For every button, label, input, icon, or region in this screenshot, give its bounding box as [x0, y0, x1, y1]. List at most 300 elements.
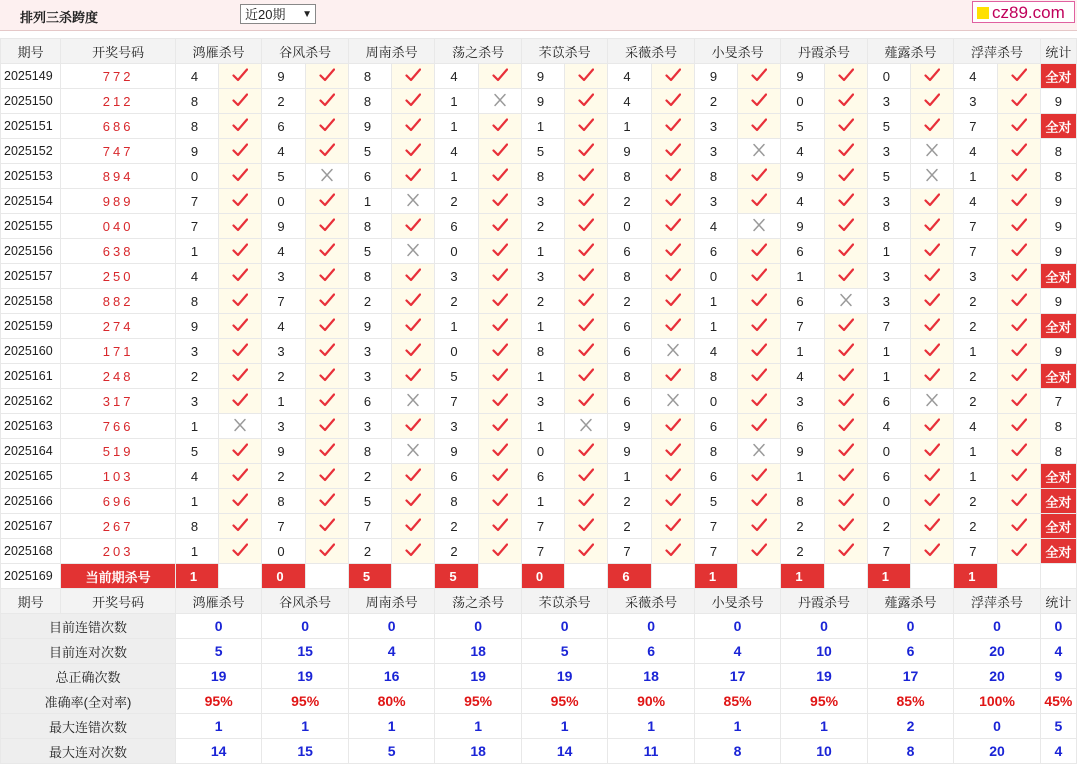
kill-number-cell: 7	[521, 514, 564, 539]
summary-value: 0	[781, 614, 867, 639]
issue-cell: 2025153	[1, 164, 61, 189]
draw-code-cell: 317	[61, 389, 176, 414]
check-icon	[751, 470, 767, 485]
kill-table	[0, 38, 1077, 764]
result-cell	[392, 89, 435, 114]
kill-number-cell: 6	[694, 239, 737, 264]
check-icon	[578, 120, 594, 135]
result-cell	[738, 114, 781, 139]
col2-killer-header: 浮萍杀号	[954, 589, 1040, 614]
cross-icon	[405, 195, 421, 210]
kill-number-cell: 4	[608, 89, 651, 114]
result-cell	[824, 164, 867, 189]
kill-number-cell: 8	[175, 89, 218, 114]
check-icon	[578, 270, 594, 285]
stat-cell: 9	[1040, 89, 1076, 114]
check-icon	[1011, 120, 1027, 135]
stat-cell: 8	[1040, 414, 1076, 439]
summary-value: 8	[694, 739, 780, 764]
kill-number-cell: 9	[521, 64, 564, 89]
kill-number-cell: 2	[348, 539, 391, 564]
summary-value: 90%	[608, 689, 694, 714]
check-icon	[1011, 295, 1027, 310]
stat-cell: 全对	[1040, 64, 1076, 89]
check-icon	[751, 370, 767, 385]
cross-icon	[232, 420, 248, 435]
result-cell	[565, 339, 608, 364]
kill-number-cell: 7	[694, 514, 737, 539]
draw-code-cell: 894	[61, 164, 176, 189]
result-cell	[565, 364, 608, 389]
kill-number-cell: 4	[435, 139, 478, 164]
issue-cell: 2025166	[1, 489, 61, 514]
kill-number-cell: 4	[608, 64, 651, 89]
result-cell	[478, 489, 521, 514]
check-icon	[665, 245, 681, 260]
kill-number-cell: 6	[781, 414, 824, 439]
summary-value: 4	[348, 639, 434, 664]
kill-number-cell: 3	[175, 389, 218, 414]
kill-number-cell: 1	[954, 339, 997, 364]
kill-number-cell: 1	[262, 389, 305, 414]
summary-value: 19	[435, 664, 521, 689]
result-cell	[392, 239, 435, 264]
result-cell	[305, 264, 348, 289]
kill-number-cell: 2	[954, 314, 997, 339]
kill-number-cell: 7	[954, 539, 997, 564]
check-icon	[1011, 520, 1027, 535]
kill-number-cell: 9	[608, 139, 651, 164]
result-cell	[392, 289, 435, 314]
check-icon	[492, 520, 508, 535]
current-empty-cell	[392, 564, 435, 589]
check-icon	[924, 445, 940, 460]
result-cell	[565, 164, 608, 189]
result-cell	[305, 439, 348, 464]
issue-cell: 2025161	[1, 364, 61, 389]
kill-number-cell: 8	[175, 114, 218, 139]
result-cell	[478, 439, 521, 464]
kill-number-cell: 2	[521, 214, 564, 239]
check-icon	[492, 120, 508, 135]
result-cell	[911, 539, 954, 564]
check-icon	[319, 245, 335, 260]
draw-code-cell: 772	[61, 64, 176, 89]
kill-number-cell: 2	[262, 364, 305, 389]
kill-number-cell: 4	[694, 214, 737, 239]
check-icon	[1011, 195, 1027, 210]
check-icon	[232, 145, 248, 160]
check-icon	[405, 545, 421, 560]
summary-value: 15	[262, 639, 348, 664]
kill-number-cell: 6	[435, 214, 478, 239]
summary-value: 1	[781, 714, 867, 739]
summary-value: 5	[175, 639, 261, 664]
table-row	[1, 314, 1077, 339]
result-cell	[565, 389, 608, 414]
kill-number-cell: 9	[608, 439, 651, 464]
summary-value: 16	[348, 664, 434, 689]
col2-killer-header: 鸿雁杀号	[175, 589, 261, 614]
current-empty-cell	[997, 564, 1040, 589]
result-cell	[305, 114, 348, 139]
kill-number-cell: 9	[348, 314, 391, 339]
result-cell	[305, 464, 348, 489]
result-cell	[651, 164, 694, 189]
check-icon	[924, 195, 940, 210]
check-icon	[578, 520, 594, 535]
cross-icon	[751, 445, 767, 460]
summary-value: 0	[175, 614, 261, 639]
draw-code-cell: 882	[61, 289, 176, 314]
check-icon	[1011, 445, 1027, 460]
result-cell	[911, 389, 954, 414]
check-icon	[751, 195, 767, 210]
result-cell	[651, 389, 694, 414]
check-icon	[665, 120, 681, 135]
summary-value: 85%	[867, 689, 953, 714]
result-cell	[565, 414, 608, 439]
check-icon	[1011, 370, 1027, 385]
kill-number-cell: 7	[175, 214, 218, 239]
summary-value: 0	[694, 614, 780, 639]
table-row	[1, 114, 1077, 139]
draw-code-cell: 747	[61, 139, 176, 164]
col2-killer-header: 薤露杀号	[867, 589, 953, 614]
kill-number-cell: 1	[954, 439, 997, 464]
kill-number-cell: 2	[781, 539, 824, 564]
check-icon	[492, 345, 508, 360]
check-icon	[405, 370, 421, 385]
result-cell	[478, 364, 521, 389]
kill-number-cell: 0	[694, 389, 737, 414]
result-cell	[651, 339, 694, 364]
check-icon	[405, 120, 421, 135]
result-cell	[478, 89, 521, 114]
table-header	[1, 39, 1077, 64]
kill-number-cell: 7	[435, 389, 478, 414]
kill-number-cell: 3	[781, 389, 824, 414]
site-logo[interactable]	[972, 1, 1075, 23]
summary-value: 0	[348, 614, 434, 639]
kill-number-cell: 7	[867, 539, 910, 564]
current-empty-cell	[824, 564, 867, 589]
issue-cell: 2025167	[1, 514, 61, 539]
col2-killer-header: 采薇杀号	[608, 589, 694, 614]
summary-value: 14	[175, 739, 261, 764]
kill-number-cell: 4	[781, 189, 824, 214]
summary-value: 0	[521, 614, 607, 639]
check-icon	[1011, 245, 1027, 260]
result-cell	[478, 264, 521, 289]
draw-code-cell: 766	[61, 414, 176, 439]
result-cell	[219, 264, 262, 289]
check-icon	[665, 195, 681, 210]
result-cell	[219, 339, 262, 364]
check-icon	[924, 420, 940, 435]
result-cell	[738, 514, 781, 539]
kill-number-cell: 6	[608, 314, 651, 339]
kill-number-cell: 3	[175, 339, 218, 364]
summary-value: 5	[348, 739, 434, 764]
check-icon	[319, 520, 335, 535]
summary-value: 1	[348, 714, 434, 739]
kill-number-cell: 9	[175, 139, 218, 164]
kill-number-cell: 5	[694, 489, 737, 514]
result-cell	[392, 164, 435, 189]
kill-number-cell: 2	[954, 389, 997, 414]
stat-cell: 全对	[1040, 514, 1076, 539]
result-cell	[738, 239, 781, 264]
kill-number-cell: 0	[521, 439, 564, 464]
col-killer-header: 谷风杀号	[262, 39, 348, 64]
check-icon	[492, 245, 508, 260]
check-icon	[924, 320, 940, 335]
result-cell	[478, 514, 521, 539]
current-empty-cell	[305, 564, 348, 589]
check-icon	[665, 295, 681, 310]
kill-number-cell: 3	[521, 389, 564, 414]
result-cell	[911, 514, 954, 539]
result-cell	[997, 439, 1040, 464]
check-icon	[492, 370, 508, 385]
kill-number-cell: 9	[781, 64, 824, 89]
current-kill-number: 1	[175, 564, 218, 589]
kill-number-cell: 3	[348, 364, 391, 389]
result-cell	[911, 189, 954, 214]
result-cell	[911, 464, 954, 489]
result-cell	[997, 164, 1040, 189]
check-icon	[405, 270, 421, 285]
kill-number-cell: 1	[521, 114, 564, 139]
result-cell	[565, 489, 608, 514]
result-cell	[911, 364, 954, 389]
cross-icon	[405, 245, 421, 260]
check-icon	[492, 220, 508, 235]
summary-label: 目前连错次数	[1, 614, 176, 639]
result-cell	[305, 164, 348, 189]
result-cell	[651, 364, 694, 389]
result-cell	[824, 139, 867, 164]
kill-number-cell: 9	[262, 64, 305, 89]
summary-stat: 4	[1040, 739, 1076, 764]
kill-number-cell: 1	[175, 414, 218, 439]
result-cell	[824, 514, 867, 539]
kill-number-cell: 1	[867, 364, 910, 389]
summary-value: 17	[867, 664, 953, 689]
kill-number-cell: 5	[348, 239, 391, 264]
issue-cell: 2025164	[1, 439, 61, 464]
cross-icon	[319, 170, 335, 185]
summary-value: 20	[954, 639, 1040, 664]
result-cell	[392, 539, 435, 564]
kill-number-cell: 9	[521, 89, 564, 114]
kill-number-cell: 2	[348, 464, 391, 489]
page-title: 排列三杀跨度	[20, 10, 99, 25]
summary-label: 最大连错次数	[1, 714, 176, 739]
check-icon	[492, 145, 508, 160]
check-icon	[665, 445, 681, 460]
check-icon	[405, 420, 421, 435]
issue-cell: 2025162	[1, 389, 61, 414]
kill-number-cell: 1	[175, 239, 218, 264]
result-cell	[911, 414, 954, 439]
current-kill-number: 6	[608, 564, 651, 589]
result-cell	[305, 414, 348, 439]
kill-number-cell: 0	[867, 439, 910, 464]
result-cell	[911, 239, 954, 264]
kill-number-cell: 6	[435, 464, 478, 489]
result-cell	[565, 64, 608, 89]
result-cell	[651, 464, 694, 489]
kill-number-cell: 9	[348, 114, 391, 139]
result-cell	[392, 514, 435, 539]
kill-number-cell: 5	[435, 364, 478, 389]
check-icon	[232, 245, 248, 260]
result-cell	[478, 164, 521, 189]
result-cell	[997, 539, 1040, 564]
summary-value: 15	[262, 739, 348, 764]
kill-number-cell: 0	[867, 489, 910, 514]
result-cell	[651, 139, 694, 164]
cross-icon	[665, 395, 681, 410]
result-cell	[478, 539, 521, 564]
result-cell	[392, 464, 435, 489]
summary-value: 95%	[781, 689, 867, 714]
kill-number-cell: 1	[521, 314, 564, 339]
result-cell	[478, 214, 521, 239]
check-icon	[405, 95, 421, 110]
result-cell	[219, 489, 262, 514]
issue-cell: 2025151	[1, 114, 61, 139]
kill-number-cell: 6	[781, 289, 824, 314]
issue-cell: 2025159	[1, 314, 61, 339]
result-cell	[824, 64, 867, 89]
check-icon	[924, 495, 940, 510]
summary-value: 18	[435, 739, 521, 764]
result-cell	[911, 489, 954, 514]
kill-number-cell: 7	[694, 539, 737, 564]
result-cell	[738, 539, 781, 564]
kill-number-cell: 1	[867, 239, 910, 264]
check-icon	[578, 245, 594, 260]
kill-number-cell: 8	[694, 439, 737, 464]
check-icon	[319, 320, 335, 335]
result-cell	[824, 239, 867, 264]
result-cell	[565, 189, 608, 214]
kill-number-cell: 4	[262, 139, 305, 164]
period-select[interactable]	[240, 4, 316, 24]
kill-number-cell: 4	[954, 414, 997, 439]
draw-code-cell: 103	[61, 464, 176, 489]
check-icon	[232, 445, 248, 460]
current-kill-number: 0	[262, 564, 305, 589]
kill-number-cell: 2	[175, 364, 218, 389]
kill-number-cell: 8	[608, 364, 651, 389]
result-cell	[565, 264, 608, 289]
result-cell	[219, 289, 262, 314]
check-icon	[924, 520, 940, 535]
result-cell	[478, 314, 521, 339]
result-cell	[305, 89, 348, 114]
kill-number-cell: 1	[694, 314, 737, 339]
result-cell	[997, 114, 1040, 139]
result-cell	[392, 339, 435, 364]
check-icon	[751, 170, 767, 185]
check-icon	[838, 195, 854, 210]
kill-number-cell: 1	[175, 489, 218, 514]
result-cell	[305, 314, 348, 339]
summary-value: 10	[781, 639, 867, 664]
current-empty-cell	[651, 564, 694, 589]
kill-number-cell: 5	[348, 489, 391, 514]
summary-value: 1	[521, 714, 607, 739]
summary-value: 2	[867, 714, 953, 739]
result-cell	[565, 239, 608, 264]
kill-number-cell: 1	[435, 164, 478, 189]
table-row	[1, 514, 1077, 539]
check-icon	[319, 70, 335, 85]
kill-number-cell: 8	[175, 514, 218, 539]
kill-number-cell: 4	[954, 139, 997, 164]
kill-number-cell: 7	[348, 514, 391, 539]
table-row	[1, 264, 1077, 289]
check-icon	[232, 170, 248, 185]
issue-cell: 2025168	[1, 539, 61, 564]
cross-icon	[924, 395, 940, 410]
col-killer-header: 薤露杀号	[867, 39, 953, 64]
kill-number-cell: 2	[262, 464, 305, 489]
kill-number-cell: 0	[608, 214, 651, 239]
check-icon	[578, 220, 594, 235]
kill-number-cell: 0	[694, 264, 737, 289]
check-icon	[232, 95, 248, 110]
result-cell	[738, 289, 781, 314]
table-row	[1, 139, 1077, 164]
issue-cell: 2025163	[1, 414, 61, 439]
summary-value: 0	[435, 614, 521, 639]
check-icon	[751, 120, 767, 135]
check-icon	[578, 170, 594, 185]
check-icon	[232, 545, 248, 560]
result-cell	[824, 214, 867, 239]
kill-number-cell: 5	[175, 439, 218, 464]
draw-code-cell: 686	[61, 114, 176, 139]
kill-number-cell: 0	[781, 89, 824, 114]
check-icon	[751, 345, 767, 360]
check-icon	[319, 545, 335, 560]
check-icon	[838, 70, 854, 85]
kill-number-cell: 8	[348, 264, 391, 289]
summary-value: 0	[954, 714, 1040, 739]
kill-number-cell: 2	[954, 364, 997, 389]
cross-icon	[578, 420, 594, 435]
kill-number-cell: 4	[175, 64, 218, 89]
kill-number-cell: 0	[175, 164, 218, 189]
kill-number-cell: 4	[262, 314, 305, 339]
summary-row	[1, 639, 1077, 664]
check-icon	[578, 470, 594, 485]
draw-code-cell: 519	[61, 439, 176, 464]
result-cell	[911, 439, 954, 464]
check-icon	[924, 370, 940, 385]
summary-value: 95%	[175, 689, 261, 714]
result-cell	[824, 189, 867, 214]
kill-number-cell: 4	[694, 339, 737, 364]
check-icon	[1011, 95, 1027, 110]
col2-killer-header: 荡之杀号	[435, 589, 521, 614]
result-cell	[392, 139, 435, 164]
